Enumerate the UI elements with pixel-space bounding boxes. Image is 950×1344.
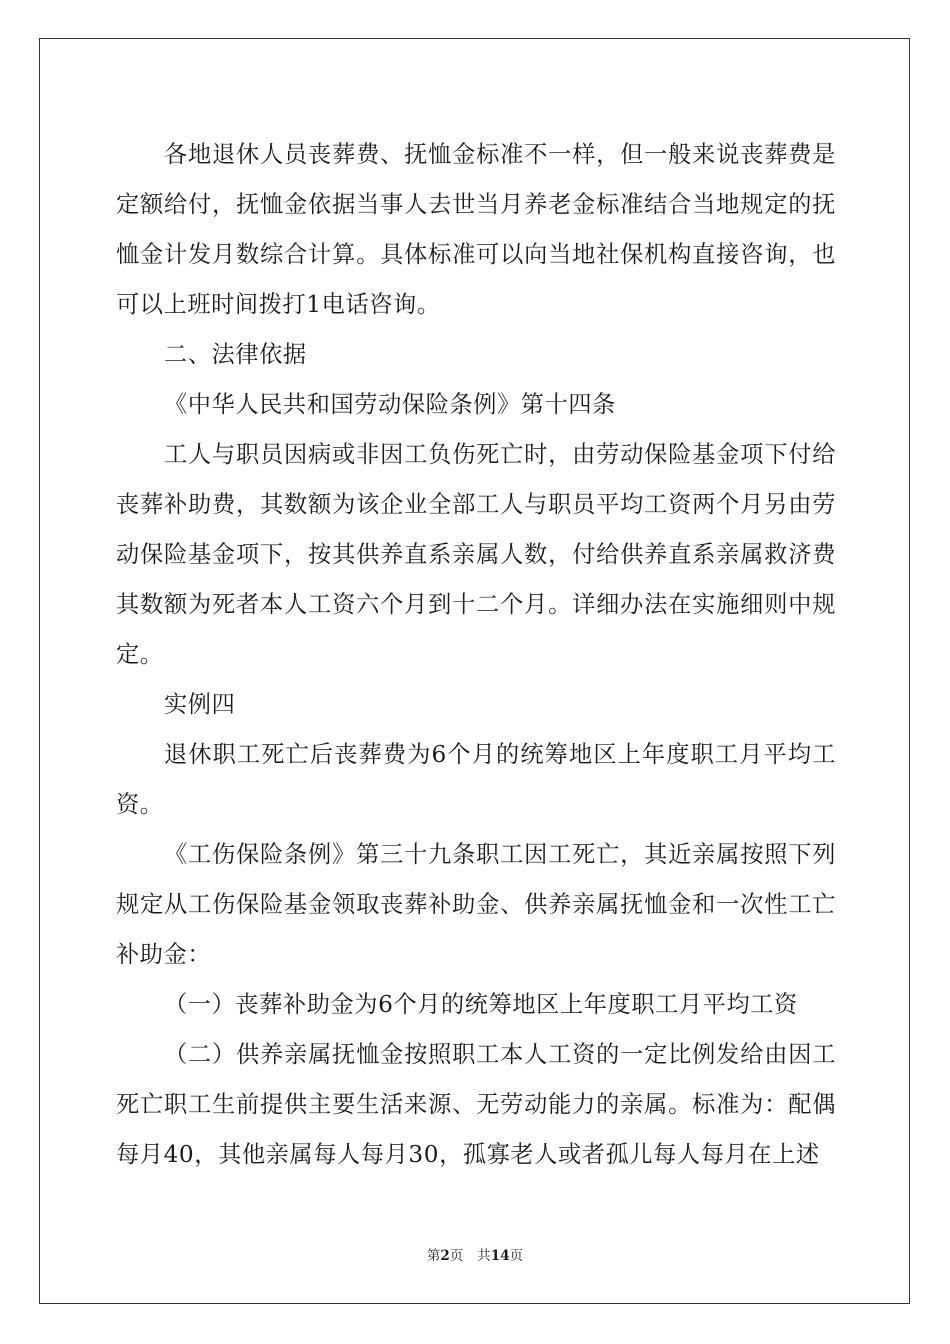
total-prefix: 共 (477, 1248, 491, 1264)
paragraph-retiree-funeral-fee: 退休职工死亡后丧葬费为6个月的统筹地区上年度职工月平均工资。 (116, 741, 836, 818)
paragraph-item-two: （二）供养亲属抚恤金按照职工本人工资的一定比例发给由因工死亡职工生前提供主要生活来源、无劳动能力的亲属。标准为：配偶每月40，其他亲属每人每月30，孤寡老人或者孤儿每人每月在上述 (116, 1041, 836, 1168)
total-suffix: 页 (509, 1248, 524, 1264)
paragraph-work-injury-article: 《工伤保险条例》第三十九条职工因工死亡，其近亲属按照下列规定从工伤保险基金领取丧葬补助金、供养亲属抚恤金和一次性工亡补助金： (116, 841, 836, 968)
page-prefix: 第 (426, 1248, 441, 1264)
paragraph-item-one: （一）丧葬补助金为6个月的统筹地区上年度职工月平均工资 (164, 991, 798, 1018)
total-pages: 14 (490, 1248, 510, 1264)
page-number: 2 (440, 1248, 450, 1264)
page-footer (0, 1247, 950, 1265)
paragraph-law-citation: 《中华人民共和国劳动保险条例》第十四条 (164, 391, 616, 418)
paragraph-funeral-standards: 各地退休人员丧葬费、抚恤金标准不一样，但一般来说丧葬费是定额给付，抚恤金依据当事人去世当月养老金标准结合当地规定的抚恤金计发月数综合计算。具体标准可以向当地社保机构直接咨询，也可以上班时间拨打1电话咨询。 (116, 141, 836, 318)
section-heading-legal-basis: 二、法律依据 (164, 341, 307, 368)
paragraph-article-fourteen: 工人与职员因病或非因工负伤死亡时，由劳动保险基金项下付给丧葬补助费，其数额为该企业全部工人与职员平均工资两个月另由劳动保险基金项下，按其供养直系亲属人数，付给供养直系亲属救济费其数额为死者本人工资六个月到十二个月。详细办法在实施细则中规定。 (116, 441, 836, 668)
page-suffix: 页 (449, 1248, 464, 1264)
document-body (116, 130, 836, 1180)
section-heading-example-four: 实例四 (164, 691, 236, 718)
